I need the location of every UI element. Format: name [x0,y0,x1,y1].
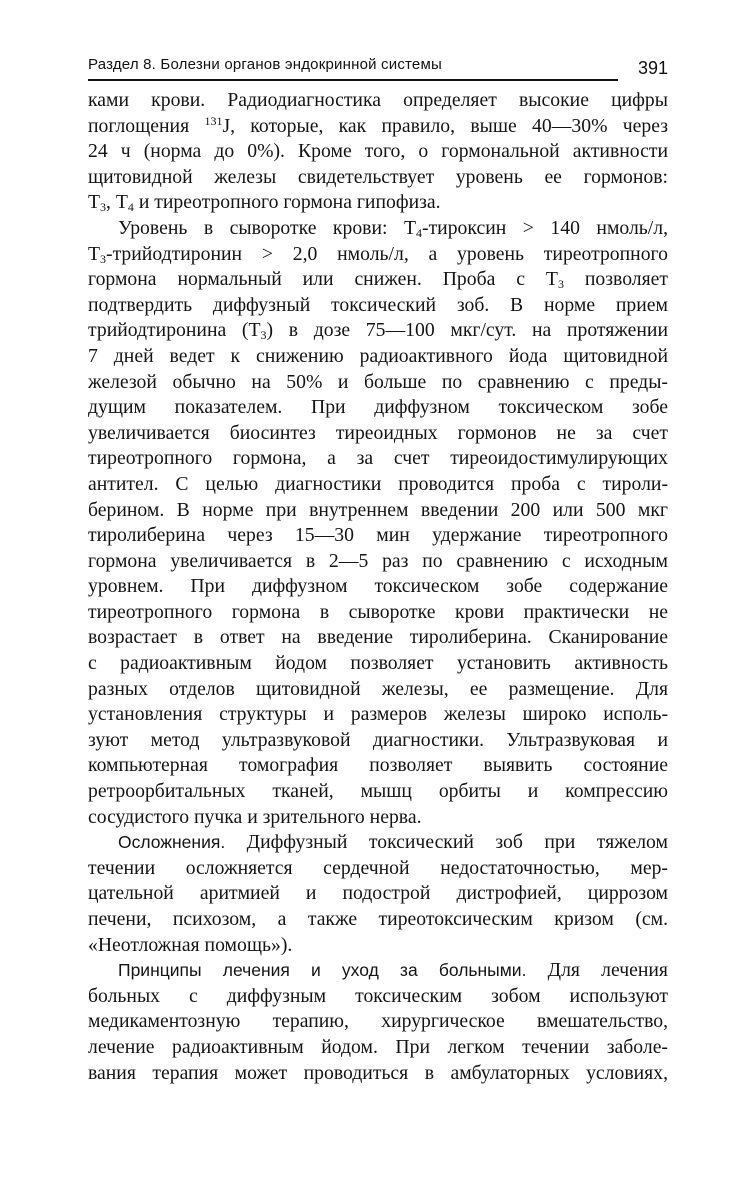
subscript: 3 [100,251,107,266]
text-line: $Т_3$, $Т_4$ и тиреотропного гормона гипофиза. [88,191,441,215]
paragraph-treatment [88,958,668,1086]
text-line: щитовидной железы свидетельствует уровень ее гормонов: [88,165,668,188]
text-line: вания терапия может проводиться в амбулаторных условиях, [88,1061,668,1084]
text-line: установления структуры и размеров железы широко исполь- [88,703,668,726]
text-line: лечение радиоактивным йодом. При легком течении заболе- [88,1035,668,1058]
text-line: гормона увеличивается в 2—5 раз по сравнению с исходным [88,549,668,572]
text-line: печени, психозом, а также тиреотоксическим кризом (см. [88,908,668,930]
text-line: тиреотропного гормона, а за счет тиреоидостимулирующих [88,447,668,470]
text-line: разных отделов щитовидной железы, ее размещение. Для [88,677,668,700]
text-line: «Неотложная помощь»). [88,933,293,956]
text-line: гормона нормальный или снижен. Проба с $Т_3$ позволяет [88,268,669,292]
text-line: 7 дней ведет к снижению радиоактивного йода щитовидной [88,344,668,367]
paragraph-serum-levels [88,216,668,830]
paragraph-radiodiagnostics [88,88,668,216]
page-number: 391 [637,58,668,78]
subscript: 4 [127,200,134,215]
text-line: поглощения $^{131}$J, которые, как правило, выше 40—30% через [88,113,668,137]
text-line: ками крови. Радиодиагностика определяет высокие цифры [88,89,668,111]
text-line: дущим показателем. При диффузном токсическом зобе [88,396,668,419]
text-line: 24 ч (норма до 0%). Кроме того, о гормональной активности [88,140,668,163]
text-line: с радиоактивным йодом позволяет установить активность [88,652,668,675]
text-line: тиреотропного гормона в сыворотке крови практически не [88,600,668,623]
superscript: 131 [204,113,223,128]
text-line: тиролиберина через 15—30 мин удержание тиреотропного [88,524,668,547]
subscript: 3 [557,277,564,292]
text-line: больных с диффузным токсическим зобом используют [88,984,668,1007]
text-line: сосудистого пучка и зрительного нерва. [88,805,422,828]
runin-heading-complications: Осложнения. [118,832,226,853]
subscript: 3 [260,328,267,343]
runin-heading-treatment: Принципы лечения и уход за больными. [118,960,527,981]
subscript: 4 [416,225,423,240]
text-line: цательной аритмией и подострой дистрофией, циррозом [88,882,668,905]
text-line: Осложнения. Диффузный токсический зоб при тяжелом [118,831,668,854]
text-line: уровнем. При диффузном токсическом зобе содержание [88,575,668,598]
text-line: трийодтиронина $(Т_3)$ в дозе 75—100 мкг/сут. на протяжении [88,319,668,343]
text-line: зуют метод ультразвуковой диагностики. Ультразвуковая и [88,728,668,751]
text-line: компьютерная томография позволяет выявить состояние [88,754,668,777]
text-line: берином. В норме при внутреннем введении 200 или 500 мкг [88,498,668,521]
text-line: подтвердить диффузный токсический зоб. В норме прием [88,293,668,316]
text-line: Принципы лечения и уход за больными. Для лечения [118,959,668,982]
running-title: Раздел 8. Болезни органов эндокринной системы [88,56,442,73]
text-line: течении осложняется сердечной недостаточностью, мер- [88,856,668,879]
paragraph-complications [88,830,668,958]
header-rule [88,79,618,81]
text-line: медикаментозную терапию, хирургическое вмешательство, [88,1010,668,1033]
text-line: железой обычно на 50% и больше по сравнению с преды- [88,370,668,393]
text-line: увеличивается биосинтез тиреоидных гормонов не за счет [88,421,668,444]
text-line: $Т_3$-трийодтиронин > 2,0 нмоль/л, а уровень тиреотропного [88,242,668,266]
text-line: Уровень в сыворотке крови: $Т_4$-тироксин > 140 нмоль/л, [118,216,669,240]
page-header [88,44,668,84]
subscript: 3 [100,200,107,215]
page-body [88,88,668,1086]
text-line: ретроорбитальных тканей, мышц орбиты и компрессию [88,780,668,803]
text-line: антител. С целью диагностики проводится проба с тироли- [88,472,668,495]
text-line: возрастает в ответ на введение тиролиберина. Сканирование [88,626,668,649]
